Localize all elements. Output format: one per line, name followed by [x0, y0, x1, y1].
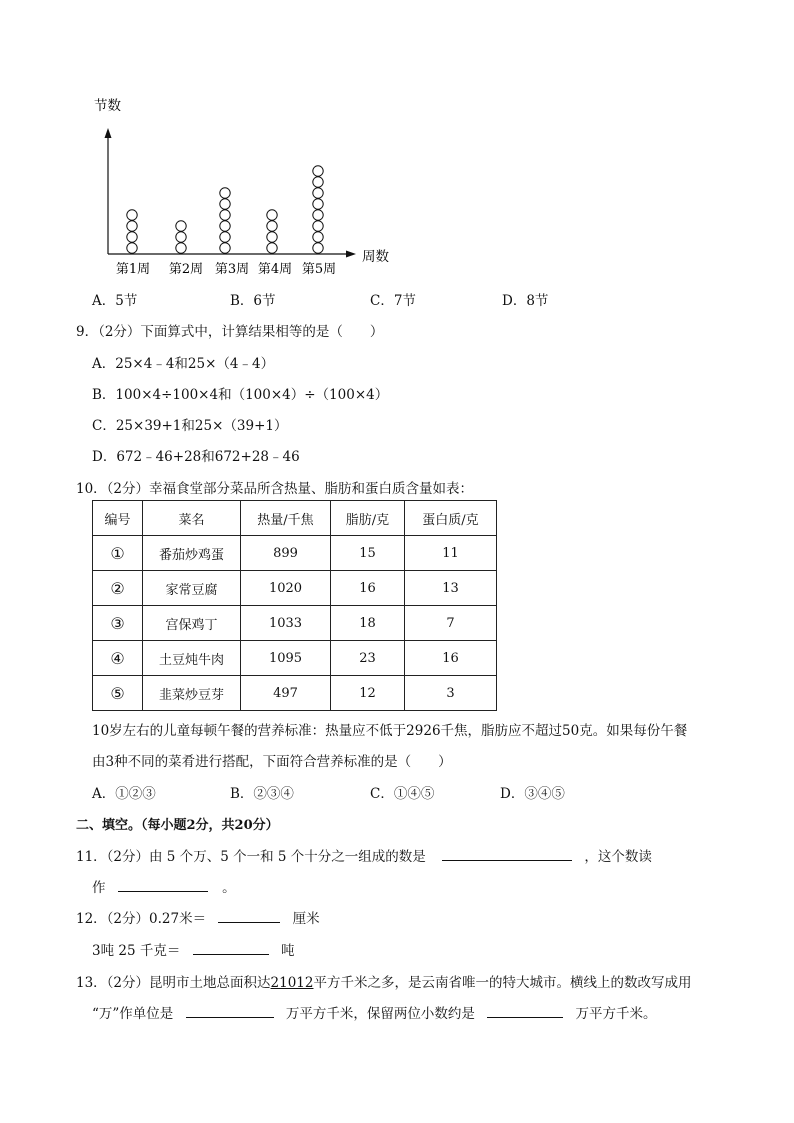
cell-id: ②: [93, 571, 143, 606]
cell-energy: 1020: [241, 571, 331, 606]
q10-option-b: B．②③④: [230, 786, 294, 802]
dot-mark: [220, 232, 230, 242]
header-protein: 蛋白质/克: [405, 501, 497, 536]
dot-mark: [220, 210, 230, 220]
q8-option-b: B．6节: [230, 293, 276, 309]
section-2-heading: 二、填空。（每小题2分，共20分）: [76, 818, 279, 833]
cell-protein: 3: [405, 676, 497, 711]
q8-option-d: D．8节: [502, 293, 549, 309]
q9-option-c: C．25×39+1和25×（39+1）: [92, 418, 288, 434]
table-row: [93, 536, 497, 571]
q12-line2-text: 3吨 25 千克＝: [92, 943, 181, 959]
dot-mark: [313, 221, 323, 231]
cell-energy: 1033: [241, 606, 331, 641]
q9-option-b: B．100×4÷100×4和（100×4）÷（100×4）: [92, 387, 389, 403]
q12-line1-text: 12．（2分）0.27米＝: [76, 911, 207, 927]
q10-text-line1: 10岁左右的儿童每顿午餐的营养标准：热量应不低于2926千焦，脂肪应不超过50克。如果每份午餐: [92, 723, 688, 739]
q13-line2: [92, 1002, 657, 1022]
q11-line2: [92, 876, 236, 896]
q10-text-line2: 由3种不同的菜肴进行搭配，下面符合营养标准的是（ ）: [92, 754, 452, 770]
cell-energy: 497: [241, 676, 331, 711]
dot-chart: [0, 0, 794, 290]
cell-energy: 899: [241, 536, 331, 571]
x-axis-label: 周数: [362, 249, 389, 265]
q13-area-number: 21012: [270, 975, 314, 991]
week-label: 第2周: [168, 262, 204, 277]
cell-fat: 16: [331, 571, 405, 606]
q8-option-c: C．7节: [370, 293, 416, 309]
dot-mark: [313, 243, 323, 253]
cell-id: ③: [93, 606, 143, 641]
table-row: [93, 641, 497, 676]
q9-option-d: D．672﹣46+28和672+28﹣46: [92, 449, 300, 465]
dot-mark: [267, 221, 277, 231]
q11-line2-tail: 。: [222, 880, 236, 896]
q11-line1-text: 11．（2分）由 5 个万、5 个一和 5 个十分之一组成的数是: [76, 849, 426, 865]
table-header-row: [93, 501, 497, 536]
q10-option-c: C．①④⑤: [370, 786, 435, 802]
header-energy: 热量/千焦: [241, 501, 331, 536]
table-row: [93, 676, 497, 711]
q12-blank-2[interactable]: [193, 940, 269, 955]
cell-protein: 11: [405, 536, 497, 571]
dot-mark: [127, 243, 137, 253]
q13-line2-tail: 万平方千米。: [575, 1006, 657, 1022]
cell-id: ④: [93, 641, 143, 676]
cell-dish: 家常豆腐: [143, 571, 241, 606]
q11-line1-tail: ，这个数读: [584, 849, 652, 865]
q13-blank-2[interactable]: [487, 1003, 563, 1018]
dot-mark: [176, 243, 186, 253]
dot-mark: [220, 199, 230, 209]
cell-dish: 番茄炒鸡蛋: [143, 536, 241, 571]
cell-fat: 12: [331, 676, 405, 711]
week-label: 第5周: [301, 262, 337, 277]
y-axis-arrow: [105, 128, 112, 138]
dot-mark: [313, 232, 323, 242]
cell-id: ①: [93, 536, 143, 571]
cell-dish: 韭菜炒豆芽: [143, 676, 241, 711]
q12-blank-1[interactable]: [218, 908, 280, 923]
cell-fat: 18: [331, 606, 405, 641]
q10-stem: 10．（2分）幸福食堂部分菜品所含热量、脂肪和蛋白质含量如表：: [76, 481, 474, 497]
dot-mark: [220, 243, 230, 253]
q11-line2-text: 作: [92, 880, 106, 896]
q9-option-a: A．25×4﹣4和25×（4﹣4）: [92, 356, 275, 372]
week-label: 第4周: [257, 262, 293, 277]
q11-blank-1[interactable]: [442, 846, 572, 861]
cell-id: ⑤: [93, 676, 143, 711]
dot-mark: [313, 210, 323, 220]
nutrition-table: [92, 500, 497, 711]
dot-mark: [267, 210, 277, 220]
header-dish: 菜名: [143, 501, 241, 536]
cell-protein: 13: [405, 571, 497, 606]
q13-line1: [76, 971, 691, 991]
q12-line1-unit: 厘米: [292, 911, 320, 927]
dot-mark: [267, 243, 277, 253]
q8-option-a: A．5节: [92, 293, 138, 309]
dot-mark: [313, 177, 323, 187]
table-row: [93, 571, 497, 606]
q13-line2-mid: 万平方千米，保留两位小数约是: [285, 1006, 475, 1022]
cell-fat: 23: [331, 641, 405, 676]
dot-mark: [127, 232, 137, 242]
table-row: [93, 606, 497, 641]
dot-mark: [127, 210, 137, 220]
dot-mark: [313, 188, 323, 198]
cell-dish: 土豆炖牛肉: [143, 641, 241, 676]
header-fat: 脂肪/克: [331, 501, 405, 536]
q12-line2: [92, 939, 294, 959]
q11-blank-2[interactable]: [118, 877, 208, 892]
q12-line1: [76, 907, 320, 927]
q12-line2-unit: 吨: [280, 943, 295, 959]
q9-stem: 9．（2分）下面算式中，计算结果相等的是（ ）: [76, 324, 384, 340]
header-id: 编号: [93, 501, 143, 536]
x-axis-arrow: [346, 251, 356, 258]
q10-option-a: A．①②③: [92, 786, 156, 802]
dot-mark: [220, 221, 230, 231]
q13-line2-text: “万”作单位是: [92, 1006, 174, 1022]
dot-mark: [313, 199, 323, 209]
cell-protein: 16: [405, 641, 497, 676]
q13-line1-tail: 平方千米之多，是云南省唯一的特大城市。横线上的数改写成用: [313, 975, 692, 991]
cell-dish: 宫保鸡丁: [143, 606, 241, 641]
dot-mark: [313, 166, 323, 176]
dot-mark: [220, 188, 230, 198]
cell-fat: 15: [331, 536, 405, 571]
y-axis-label: 节数: [94, 98, 121, 114]
dot-mark: [127, 221, 137, 231]
q13-blank-1[interactable]: [186, 1003, 274, 1018]
week-label: 第3周: [214, 262, 250, 277]
q13-line1-text: 13．（2分）昆明市土地总面积达: [76, 975, 271, 991]
dot-mark: [176, 232, 186, 242]
cell-protein: 7: [405, 606, 497, 641]
q11-line1: [76, 845, 652, 865]
cell-energy: 1095: [241, 641, 331, 676]
dot-mark: [176, 221, 186, 231]
dot-mark: [267, 232, 277, 242]
week-label: 第1周: [115, 262, 151, 277]
q10-option-d: D．③④⑤: [500, 786, 565, 802]
